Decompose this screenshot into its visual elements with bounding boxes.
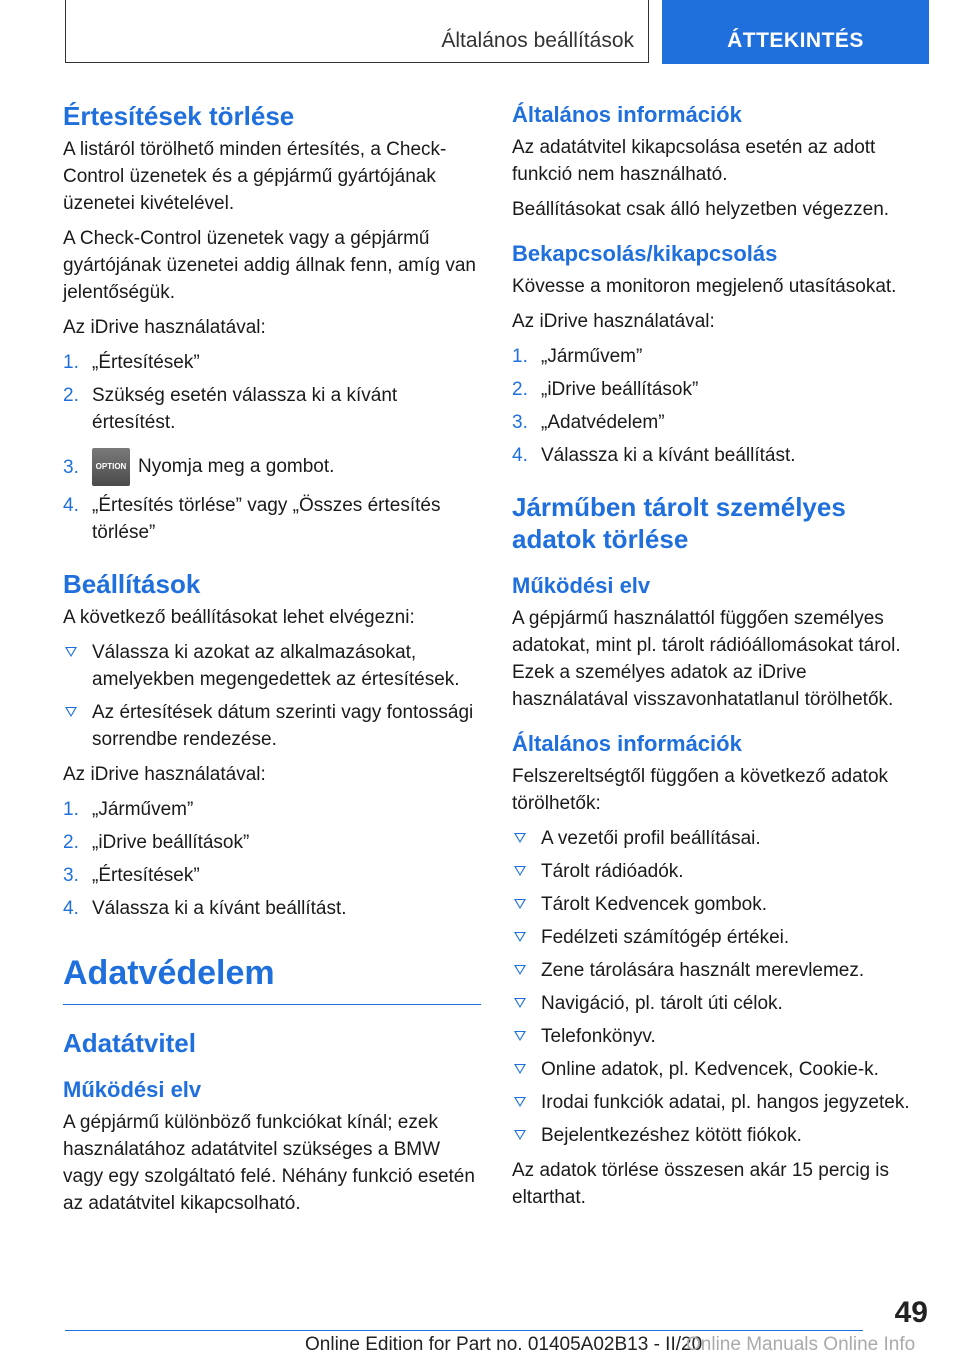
step-item: 4. Válassza ki a kívánt beállítást. <box>512 445 796 466</box>
paragraph: Az iDrive használatával: <box>63 764 266 785</box>
paragraph: Felszereltségtől függően a következő adatok törölhetők: <box>512 766 889 814</box>
paragraph: Kövesse a monitoron megjelenő utasításokat. <box>512 276 897 297</box>
paragraph: A listáról törölhető minden értesítés, a Check-Control üzenetek és a gépjármű gyártójának üzenetei kivételével. <box>63 139 447 214</box>
heading-settings: Beállítások <box>63 569 201 599</box>
step-item: 2. „iDrive beállítások” <box>63 832 250 853</box>
step-item: 3. OPTION Nyomja meg a gombot. <box>63 442 481 486</box>
triangle-bullet-icon <box>65 647 77 657</box>
triangle-bullet-icon <box>514 833 526 843</box>
right-column <box>512 100 928 1219</box>
header-tab-overview[interactable]: ÁTTEKINTÉS <box>662 0 929 64</box>
bullet-item: Zene tárolására használt merevlemez. <box>512 957 928 984</box>
header-section-title: Általános beállítások <box>65 0 649 63</box>
heading-on-off: Bekapcsolás/kikapcsolás <box>512 241 778 266</box>
footer-watermark: Online Manuals Online Info <box>686 1334 916 1355</box>
step-item: 1. „Járművem” <box>512 346 643 367</box>
footer-divider <box>65 1330 863 1331</box>
bullet-item: Az értesítések dátum szerinti vagy fontossági sorrendbe rendezése. <box>63 699 481 753</box>
triangle-bullet-icon <box>514 998 526 1008</box>
bullet-item: Bejelentkezéshez kötött fiókok. <box>512 1122 928 1149</box>
paragraph: Az iDrive használatával: <box>63 317 266 338</box>
heading-delete-personal-data: Járműben tárolt személyes adatok törlése <box>512 492 846 554</box>
heading-operating-principle: Működési elv <box>63 1077 202 1102</box>
step-item: 4. Válassza ki a kívánt beállítást. <box>63 898 347 919</box>
heading-operating-principle: Működési elv <box>512 573 651 598</box>
paragraph: Az adatátvitel kikapcsolása esetén az adott funkció nem használható. <box>512 137 876 185</box>
triangle-bullet-icon <box>514 899 526 909</box>
heading-data-transfer: Adatátvitel <box>63 1028 196 1058</box>
bullet-item: Navigáció, pl. tárolt úti célok. <box>512 990 928 1017</box>
paragraph: A gépjármű használattól függően személyes adatokat, mint pl. tárolt rádióállomásokat tárol. Ezek a személyes adatok az iDrive használatával visszavonhatatlanul törölhetők. <box>512 608 901 710</box>
triangle-bullet-icon <box>514 965 526 975</box>
bullet-item: Fedélzeti számítógép értékei. <box>512 924 928 951</box>
steps-list <box>63 796 481 922</box>
bullet-item: Telefonkönyv. <box>512 1023 928 1050</box>
triangle-bullet-icon <box>514 1031 526 1041</box>
step-item: 1. „Járművem” <box>63 799 194 820</box>
heading-privacy: Adatvédelem <box>63 952 481 1005</box>
bullet-item: Tárolt Kedvencek gombok. <box>512 891 928 918</box>
triangle-bullet-icon <box>65 707 77 717</box>
bullet-item: Online adatok, pl. Kedvencek, Cookie-k. <box>512 1056 928 1083</box>
step-item: 1. „Értesítések” <box>63 352 200 373</box>
heading-delete-notifications: Értesítések törlése <box>63 101 295 131</box>
paragraph: Az adatok törlése összesen akár 15 percig is eltarthat. <box>512 1160 890 1208</box>
paragraph: Az iDrive használatával: <box>512 311 715 332</box>
bullet-item: Tárolt rádióadók. <box>512 858 928 885</box>
left-column <box>63 100 481 1225</box>
paragraph: A következő beállításokat lehet elvégezni: <box>63 607 415 628</box>
bullet-item: Irodai funkciók adatai, pl. hangos jegyzetek. <box>512 1089 928 1116</box>
triangle-bullet-icon <box>514 866 526 876</box>
paragraph: A Check-Control üzenetek vagy a gépjármű gyártójának üzenetei addig állnak fenn, amíg van jelentőségük. <box>63 228 476 303</box>
heading-general-info-2: Általános információk <box>512 731 742 756</box>
step-item: 2. Szükség esetén válassza ki a kívánt értesítést. <box>63 385 398 433</box>
step-item: 2. „iDrive beállítások” <box>512 379 699 400</box>
footer-edition: Online Edition for Part no. 01405A02B13 - II/20 <box>305 1334 703 1355</box>
step-item: 3. „Adatvédelem” <box>512 412 665 433</box>
triangle-bullet-icon <box>514 1064 526 1074</box>
page-header <box>65 0 929 64</box>
bullet-list <box>512 825 928 1149</box>
step-item: 3. „Értesítések” <box>63 865 200 886</box>
steps-list <box>512 343 928 469</box>
triangle-bullet-icon <box>514 1097 526 1107</box>
option-button-icon: OPTION <box>92 448 130 486</box>
bullet-item: Válassza ki azokat az alkalmazásokat, amelyekben megengedettek az értesítések. <box>63 639 481 693</box>
page-number: 49 <box>894 1296 928 1329</box>
bullet-list <box>63 639 481 753</box>
step-item: 4. „Értesítés törlése” vagy „Összes értesítés törlése” <box>63 495 441 543</box>
steps-list <box>63 349 481 546</box>
triangle-bullet-icon <box>514 932 526 942</box>
paragraph: A gépjármű különböző funkciókat kínál; ezek használatához adatátvitel szükséges a BMW vagy egy szolgáltató felé. Néhány funkció esetén az adatátvitel kikapcsolható. <box>63 1112 475 1214</box>
heading-general-info: Általános információk <box>512 102 742 127</box>
paragraph: Beállításokat csak álló helyzetben végezzen. <box>512 199 890 220</box>
triangle-bullet-icon <box>514 1130 526 1140</box>
bullet-item: A vezetői profil beállításai. <box>512 825 928 852</box>
